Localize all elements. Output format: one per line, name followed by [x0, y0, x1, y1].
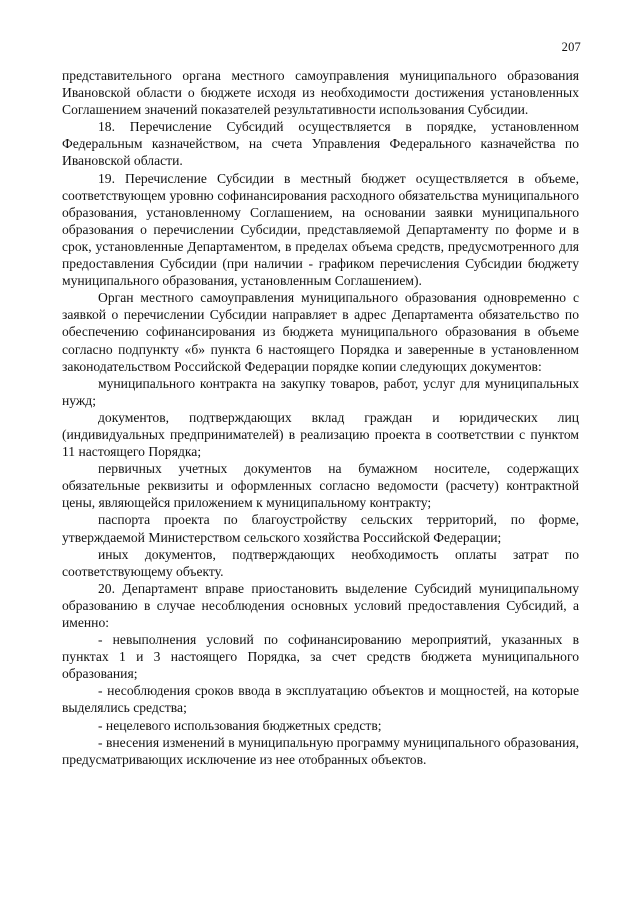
document-body — [62, 67, 579, 768]
list-item-cofinancing-violation: - невыполнения условий по софинансированию мероприятий, указанных в пунктах 1 и 3 настоящего Порядка, за счет средств бюджета муниципального образования; — [62, 632, 579, 682]
paragraph-19: 19. Перечисление Субсидии в местный бюджет осуществляется в объеме, соответствующем уровню софинансирования расходного обязательства муниципального образования, установленному Соглашением, на основании заявки муниципального образования о перечислении Субсидии, представляемой Департаменту по форме и в срок, установленные Департаментом, в пределах объема средств, предусмотренного для предоставления Субсидии (при наличии - графиком перечисления Субсидии бюджету муниципального образования, установленным Соглашением). — [62, 170, 579, 289]
list-item-contribution-documents: документов, подтверждающих вклад граждан и юридических лиц (индивидуальных предпринимателей) в реализацию проекта в соответствии с пунктом 11 настоящего Порядка; — [62, 409, 579, 460]
paragraph-18: 18. Перечисление Субсидий осуществляется в порядке, установленном Федеральным казначейством, на счета Управления Федерального казначейства по Ивановской области. — [62, 119, 579, 169]
page-number: 207 — [561, 40, 581, 54]
paragraph-intro-continuation: представительного органа местного самоуправления муниципального образования Ивановской области о бюджете исходя из необходимости достижения установленных Соглашением значений показателей результативности использования Субсидии. — [62, 68, 579, 118]
list-item-deadline-violation: - несоблюдения сроков ввода в эксплуатацию объектов и мощностей, на которые выделялись средства; — [62, 683, 579, 716]
list-item-other-documents: иных документов, подтверждающих необходимость оплаты затрат по соответствующему объекту. — [62, 546, 579, 579]
list-item-misuse: - нецелевого использования бюджетных средств; — [98, 717, 382, 733]
paragraph-20: 20. Департамент вправе приостановить выделение Субсидий муниципальному образованию в случае несоблюдения основных условий предоставления Субсидий, а именно: — [62, 580, 579, 630]
list-item-contract: муниципального контракта на закупку товаров, работ, услуг для муниципальных нужд; — [62, 375, 579, 408]
paragraph-documents-intro: Орган местного самоуправления муниципального образования одновременно с заявкой о перечислении Субсидии направляет в адрес Департамента обязательство по обеспечению софинансирования из бюджета муниципального образования в объеме согласно подпункту «б» пункта 6 настоящего Порядка и заверенные в установленном законодательством Российской Федерации порядке копии следующих документов: — [62, 290, 579, 374]
list-item-program-changes: - внесения изменений в муниципальную программу муниципального образования, предусматривающих исключение из нее отобранных объектов. — [62, 734, 579, 767]
list-item-primary-documents: первичных учетных документов на бумажном носителе, содержащих обязательные реквизиты и оформленных согласно ведомости (расчету) контрактной цены, являющейся приложением к муниципальному контракту; — [62, 461, 579, 511]
list-item-project-passport: паспорта проекта по благоустройству сельских территорий, по форме, утверждаемой Министерством сельского хозяйства Российской Федерации; — [62, 512, 579, 545]
